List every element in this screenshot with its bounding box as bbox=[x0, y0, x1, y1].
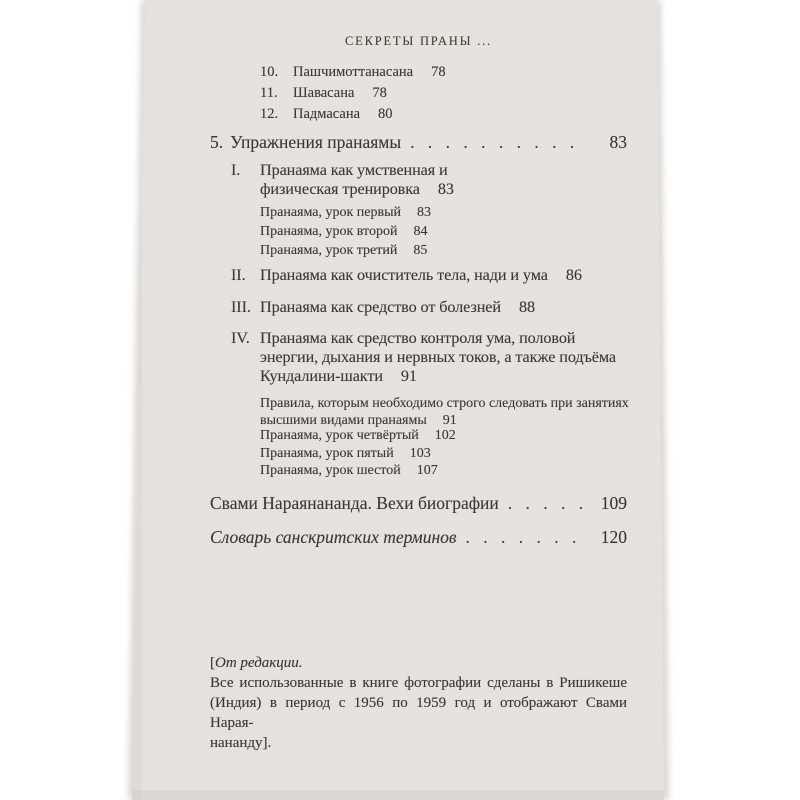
entry-title: Пранаяма, урок пятый bbox=[260, 445, 394, 461]
toc-lesson-list bbox=[260, 203, 431, 260]
entry-number: 5. bbox=[210, 132, 224, 152]
toc-section-row bbox=[231, 266, 627, 285]
entry-page-number: 84 bbox=[413, 224, 428, 239]
toc-lesson-row bbox=[260, 445, 456, 463]
entry-title: Пранаяма, урок четвёртый bbox=[260, 428, 419, 443]
entry-page-number: 85 bbox=[413, 243, 428, 258]
entry-number: 11. bbox=[260, 85, 278, 101]
dot-leader bbox=[499, 493, 587, 513]
toc-asana-row bbox=[260, 62, 446, 83]
toc-backmatter-row bbox=[210, 491, 627, 515]
section-numeral: III. bbox=[231, 298, 251, 316]
entry-title: Словарь санскритских терминов bbox=[210, 527, 457, 547]
section-title-line: Пранаяма как очиститель тела, нади и ума 86 bbox=[260, 266, 582, 284]
entry-number: 12. bbox=[260, 106, 279, 122]
editorial-note-lead: [От редакции. bbox=[210, 655, 303, 671]
toc-chapter-row bbox=[210, 130, 627, 154]
entry-page-number: 78 bbox=[372, 85, 387, 101]
entry-page-number: 91 bbox=[442, 412, 457, 428]
entry-title: Пранаяма, урок второй bbox=[260, 224, 398, 239]
editorial-note-line: нананду]. bbox=[210, 735, 272, 751]
toc-asana-row bbox=[260, 104, 446, 125]
entry-title: высшими видами пранаямы bbox=[260, 412, 427, 428]
section-title-line: Пранаяма как средство контроля ума, половой bbox=[260, 329, 576, 347]
entry-page-number: 83 bbox=[437, 180, 454, 198]
toc-lesson-list bbox=[260, 427, 456, 480]
editorial-note-line: Все использованные в книге фотографии сделаны в Ришикеше bbox=[210, 675, 627, 691]
toc-asana-row bbox=[260, 83, 446, 104]
toc-rules-row bbox=[260, 396, 632, 430]
entry-title: Упражнения пранаямы bbox=[230, 132, 402, 152]
entry-title: Пранаяма, урок первый bbox=[260, 205, 401, 220]
toc-lesson-row bbox=[260, 222, 431, 241]
entry-title: Падмасана bbox=[293, 106, 361, 122]
entry-page-number: 86 bbox=[565, 266, 582, 284]
toc-lesson-row bbox=[260, 203, 431, 222]
entry-title: Шавасана bbox=[293, 85, 355, 101]
dot-leader bbox=[457, 527, 588, 547]
section-numeral: I. bbox=[231, 161, 241, 179]
entry-title: Пранаяма, урок третий bbox=[260, 243, 398, 258]
entry-page-number: 102 bbox=[434, 428, 456, 443]
entry-page-number: 78 bbox=[431, 64, 446, 80]
entry-page-number: 120 bbox=[600, 527, 627, 547]
toc-asana-list bbox=[260, 62, 446, 125]
editorial-note-line: (Индия) в период с 1956 по 1959 год и отображают Свами Нарая- bbox=[210, 695, 627, 731]
toc-lesson-row bbox=[260, 462, 456, 480]
toc-lesson-row bbox=[260, 427, 456, 445]
section-title-line: Пранаяма как средство от болезней 88 bbox=[260, 298, 535, 316]
toc-lesson-row bbox=[260, 241, 431, 260]
entry-title: Пранаяма, урок шестой bbox=[260, 463, 401, 479]
entry-page-number: 103 bbox=[409, 445, 431, 461]
entry-page-number: 109 bbox=[600, 493, 627, 513]
entry-title: Пашчимоттанасана bbox=[293, 64, 414, 80]
entry-page-number: 107 bbox=[416, 463, 438, 479]
entry-page-number: 83 bbox=[416, 205, 431, 220]
editorial-note bbox=[210, 653, 627, 753]
section-title-line: Кундалини-шакти 91 bbox=[260, 367, 417, 385]
section-title-line: Пранаяма как умственная и bbox=[260, 161, 448, 179]
entry-number: 10. bbox=[260, 64, 279, 80]
section-title-line: энергии, дыхания и нервных токов, а также подъёма bbox=[260, 348, 616, 366]
toc-section-row bbox=[231, 329, 627, 386]
section-numeral: II. bbox=[231, 266, 246, 284]
dot-leader bbox=[401, 132, 587, 152]
entry-page-number: 88 bbox=[518, 298, 535, 316]
toc-backmatter-row bbox=[210, 525, 627, 549]
toc-section-row bbox=[231, 298, 627, 317]
entry-page-number: 91 bbox=[400, 367, 417, 385]
entry-page-number: 80 bbox=[378, 106, 393, 122]
section-numeral: IV. bbox=[231, 329, 250, 347]
entry-page-number: 83 bbox=[609, 132, 627, 152]
running-head: СЕКРЕТЫ ПРАНЫ ... bbox=[345, 34, 492, 48]
entry-title: Свами Нараянананда. Вехи биографии bbox=[210, 493, 499, 513]
entry-title: Правила, которым необходимо строго следовать при занятиях bbox=[260, 396, 629, 411]
section-title-line: физическая тренировка 83 bbox=[260, 180, 454, 198]
toc-section-row bbox=[231, 161, 627, 199]
